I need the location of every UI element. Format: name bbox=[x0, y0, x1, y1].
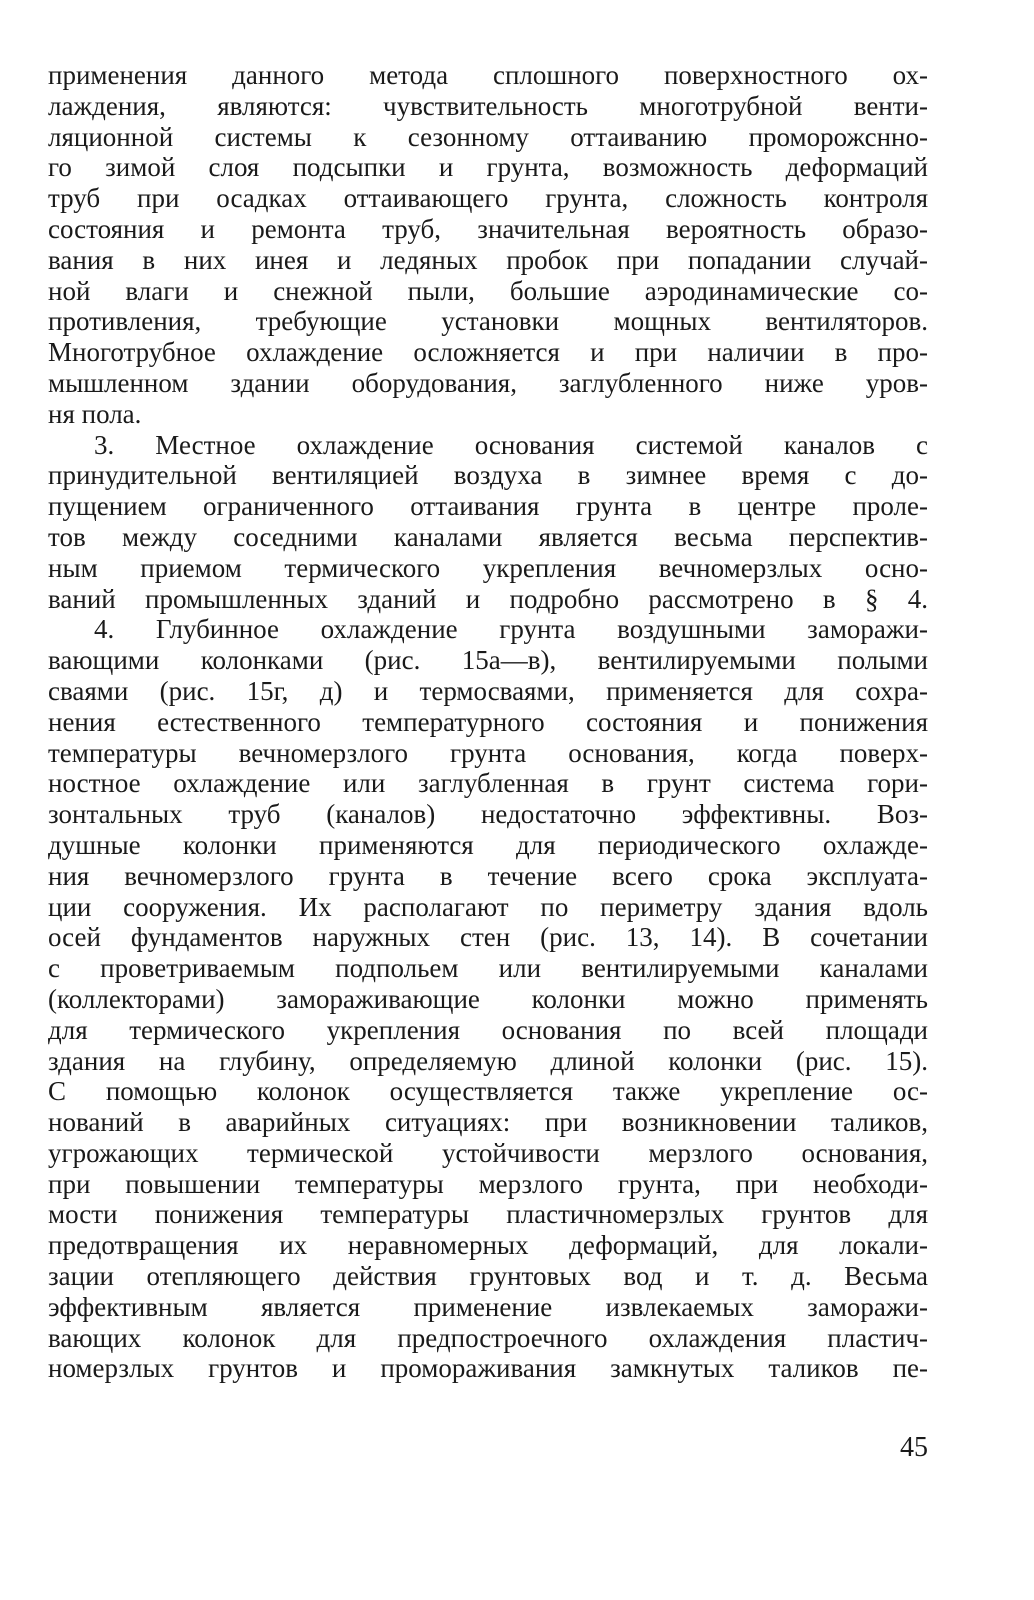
text-line: лаждения, являются: чувствительность многотрубной венти- bbox=[48, 90, 928, 121]
text-line: го зимой слоя подсыпки и грунта, возможность деформаций bbox=[48, 152, 928, 183]
text-line: (коллекторами) замораживающие колонки можно применять bbox=[48, 983, 928, 1014]
text-line: номерзлых грунтов и промораживания замкнутых таликов пе- bbox=[48, 1353, 928, 1384]
page-text-block bbox=[48, 60, 928, 1384]
text-line: зонтальных труб (каналов) недостаточно эффективны. Воз- bbox=[48, 799, 928, 830]
text-line: ным приемом термического укрепления вечномерзлых осно- bbox=[48, 552, 928, 583]
text-line: применения данного метода сплошного поверхностного ох- bbox=[48, 60, 928, 90]
text-line: угрожающих термической устойчивости мерзлого основания, bbox=[48, 1137, 928, 1168]
text-line: мости понижения температуры пластичномерзлых грунтов для bbox=[48, 1199, 928, 1230]
text-line: душные колонки применяются для периодического охлажде- bbox=[48, 829, 928, 860]
text-line: с проветриваемым подпольем или вентилируемыми каналами bbox=[48, 953, 928, 984]
text-line: ции сооружения. Их располагают по периметру здания вдоль bbox=[48, 891, 928, 922]
text-line: С помощью колонок осуществляется также укрепление ос- bbox=[48, 1076, 928, 1107]
text-line: ня пола. bbox=[48, 398, 142, 429]
text-line: противления, требующие установки мощных вентиляторов. bbox=[48, 306, 928, 337]
text-line: вающих колонок для предпостроечного охлаждения пластич- bbox=[48, 1322, 928, 1353]
text-line: вания в них инея и ледяных пробок при попадании случай- bbox=[48, 244, 928, 275]
text-line: сваями (рис. 15г, д) и термосваями, применяется для сохра- bbox=[48, 675, 928, 706]
text-line: 3. Местное охлаждение основания системой каналов с bbox=[94, 429, 928, 460]
text-line: ляционной системы к сезонному оттаиванию проморожснно- bbox=[48, 121, 928, 152]
text-line: 4. Глубинное охлаждение грунта воздушными заморажи- bbox=[94, 614, 928, 645]
text-line: здания на глубину, определяемую длиной колонки (рис. 15). bbox=[48, 1045, 928, 1076]
text-line: ной влаги и снежной пыли, большие аэродинамические со- bbox=[48, 275, 928, 306]
page-number: 45 bbox=[900, 1432, 928, 1463]
text-line: нения естественного температурного состояния и понижения bbox=[48, 706, 928, 737]
text-line: вающими колонками (рис. 15а—в), вентилируемыми полыми bbox=[48, 645, 928, 676]
text-line: при повышении температуры мерзлого грунта, при необходи- bbox=[48, 1168, 928, 1199]
text-line: температуры вечномерзлого грунта основания, когда поверх- bbox=[48, 737, 928, 768]
text-line: труб при осадках оттаивающего грунта, сложность контроля bbox=[48, 183, 928, 214]
text-line: состояния и ремонта труб, значительная вероятность образо- bbox=[48, 213, 928, 244]
text-line: ния вечномерзлого грунта в течение всего срока эксплуата- bbox=[48, 860, 928, 891]
text-line: тов между соседними каналами является весьма перспектив- bbox=[48, 521, 928, 552]
text-line: ностное охлаждение или заглубленная в грунт система гори- bbox=[48, 768, 928, 799]
text-line: зации отепляющего действия грунтовых вод и т. д. Весьма bbox=[48, 1261, 928, 1292]
text-line: предотвращения их неравномерных деформаций, для локали- bbox=[48, 1230, 928, 1261]
text-line: пущением ограниченного оттаивания грунта в центре проле- bbox=[48, 491, 928, 522]
text-line: принудительной вентиляцией воздуха в зимнее время с до- bbox=[48, 460, 928, 491]
text-line: эффективным является применение извлекаемых заморажи- bbox=[48, 1291, 928, 1322]
text-line: для термического укрепления основания по всей площади bbox=[48, 1014, 928, 1045]
text-line: осей фундаментов наружных стен (рис. 13, 14). В сочетании bbox=[48, 922, 928, 953]
text-line: Многотрубное охлаждение осложняется и при наличии в про- bbox=[48, 337, 928, 368]
text-line: нований в аварийных ситуациях: при возникновении таликов, bbox=[48, 1107, 928, 1138]
text-line: ваний промышленных зданий и подробно рассмотрено в § 4. bbox=[48, 583, 928, 614]
text-line: мышленном здании оборудования, заглубленного ниже уров- bbox=[48, 367, 928, 398]
